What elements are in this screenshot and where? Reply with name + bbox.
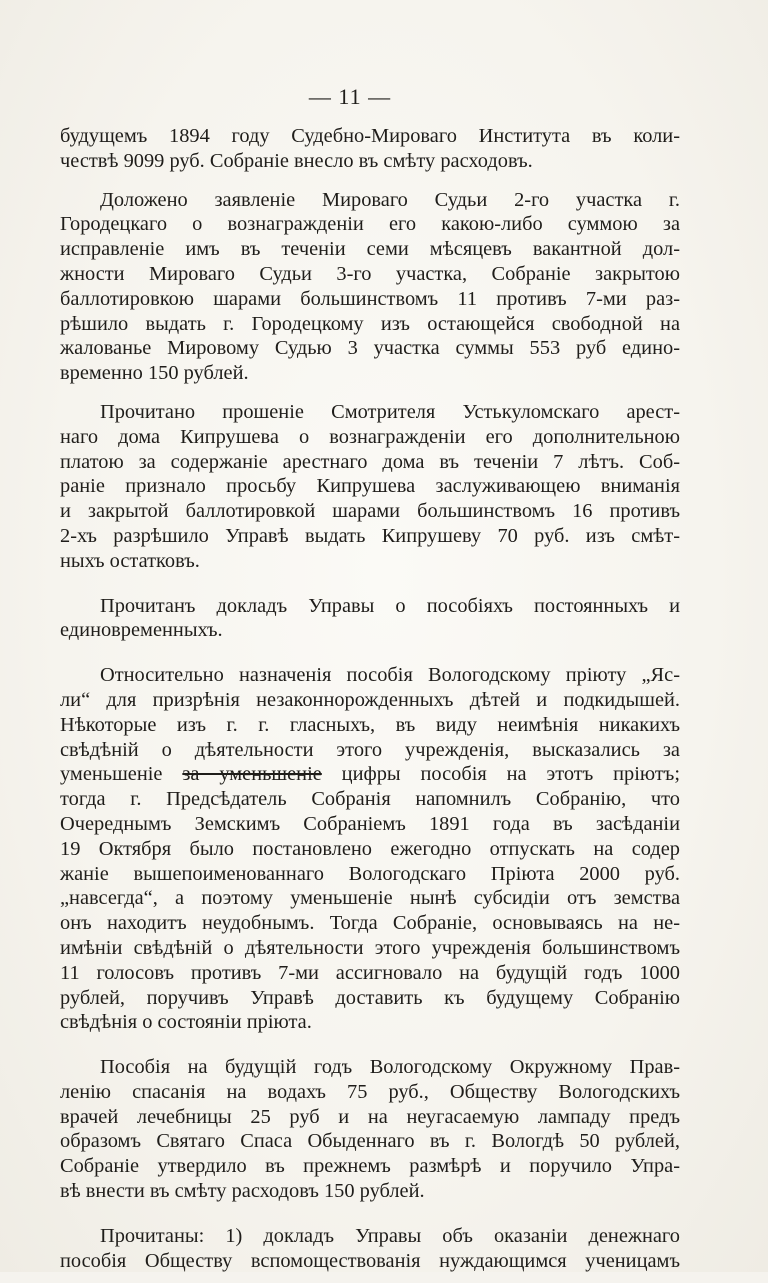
text-line: „навсегда“, а поэтому уменьшеніе нынѣ субсидіи отъ земства [60,887,680,910]
paragraph-1 [60,124,680,174]
text-line: баллотировкою шарами большинствомъ 11 противъ 7-ми раз- [60,287,680,310]
struck-text: за уменьшеніе [182,763,322,786]
text-line: Доложено заявленіе Мироваго Судьи 2-го участка г. [100,188,680,211]
text-line: врачей лечебницы 25 руб и на неугасаемую лампаду предъ [60,1105,680,1128]
text-line: Пособія на будущій годъ Вологодскому Окружному Прав- [100,1056,680,1079]
text-block [60,84,680,1283]
text-line: чествѣ 9099 руб. Собраніе внесло въ смѣту расходовъ. [60,149,533,172]
paragraph-6 [60,1055,680,1204]
text-line: Очереднымъ Земскимъ Собраніемъ 1891 года въ засѣданіи [60,812,680,835]
text-line-with-strikethrough [60,762,680,787]
text-line: ленію спасанія на водахъ 75 руб., Обществу Вологодскихъ [60,1080,680,1103]
text-line: исправленіе имъ въ теченіи семи мѣсяцевъ вакантной дол- [60,238,680,261]
text-line: свѣдѣній о дѣятельности этого учрежденія, высказались за [60,738,680,761]
text-line: и закрытой баллотировкой шарами большинствомъ 16 противъ [60,500,680,523]
text-line: раніе признало просьбу Кипрушева заслуживающею вниманія [60,475,680,498]
text-line: имѣніи свѣдѣній о дѣятельности этого учрежденія большинствомъ [60,936,680,959]
page-number: — 11 — [308,84,392,109]
text-line: ли“ для призрѣнія незаконнорожденныхъ дѣтей и подкидышей. [60,688,680,711]
text-line: тогда г. Предсѣдатель Собранія напомнилъ Собранію, что [60,788,680,811]
text-line: Нѣкоторые изъ г. г. гласныхъ, въ виду неимѣнія никакихъ [60,713,680,736]
text-line: вѣ внести въ смѣту расходовъ 150 рублей. [60,1180,425,1203]
paragraph-4 [60,594,680,644]
paragraph-3 [60,400,680,574]
text-line: 11 голосовъ противъ 7-ми ассигновало на будущій годъ 1000 [60,961,680,984]
text-line: Относительно назначенія пособія Вологодскому пріюту „Яс- [100,664,680,687]
text-line: платою за содержаніе арестнаго дома въ теченіи 7 лѣтъ. Соб- [60,450,680,473]
line-prefix: уменьшеніе [60,763,183,786]
text-line: образомъ Святаго Спаса Обыденнаго въ г. Вологдѣ 50 рублей, [60,1130,680,1153]
text-line: наго дома Кипрушева о вознагражденіи его дополнительною [60,425,680,448]
text-line: рѣшило выдать г. Городецкому изъ остающейся свободной на [60,312,680,335]
text-line: Прочитано прошеніе Смотрителя Устькуломскаго арест- [100,400,680,423]
text-line: 19 Октября было постановлено ежегодно отпускать на содер [60,837,680,860]
paragraph-7 [60,1224,680,1274]
line-suffix: цифры пособія на этотъ пріютъ; [321,763,680,786]
text-line: ныхъ остатковъ. [60,549,200,572]
text-line: рублей, поручивъ Управѣ доставить къ будущему Собранію [60,986,680,1009]
text-line: будущемъ 1894 году Судебно-Мироваго Института въ коли- [60,125,680,147]
text-line: Городецкаго о вознагражденіи его какою-либо суммою за [60,213,680,236]
paragraph-2 [60,188,680,386]
text-line: Прочитаны: 1) докладъ Управы объ оказаніи денежнаго [100,1224,680,1247]
text-line: жности Мироваго Судьи 3-го участка, Собраніе закрытою [60,262,680,285]
text-line: онъ находитъ неудобнымъ. Тогда Собраніе, основываясь на не- [60,912,680,935]
text-line: 2-хъ разрѣшило Управѣ выдать Кипрушеву 70 руб. изъ смѣт- [60,524,680,547]
text-line: временно 150 рублей. [60,362,249,385]
text-line: жаніе вышепоименованнаго Вологодскаго Пріюта 2000 руб. [60,862,680,885]
text-line: единовременныхъ. [60,619,223,642]
text-line: Прочитанъ докладъ Управы о пособіяхъ постоянныхъ и [100,594,680,617]
text-line: пособія Обществу вспомоществованія нуждающимся ученицамъ [60,1249,680,1272]
text-line: Собраніе утвердило въ прежнемъ размѣрѣ и поручило Упра- [60,1155,680,1178]
text-line: жалованье Мировому Судью 3 участка суммы 553 руб едино- [60,337,680,360]
text-line: свѣдѣнія о состояніи пріюта. [60,1011,312,1034]
paragraph-5 [60,663,680,1035]
